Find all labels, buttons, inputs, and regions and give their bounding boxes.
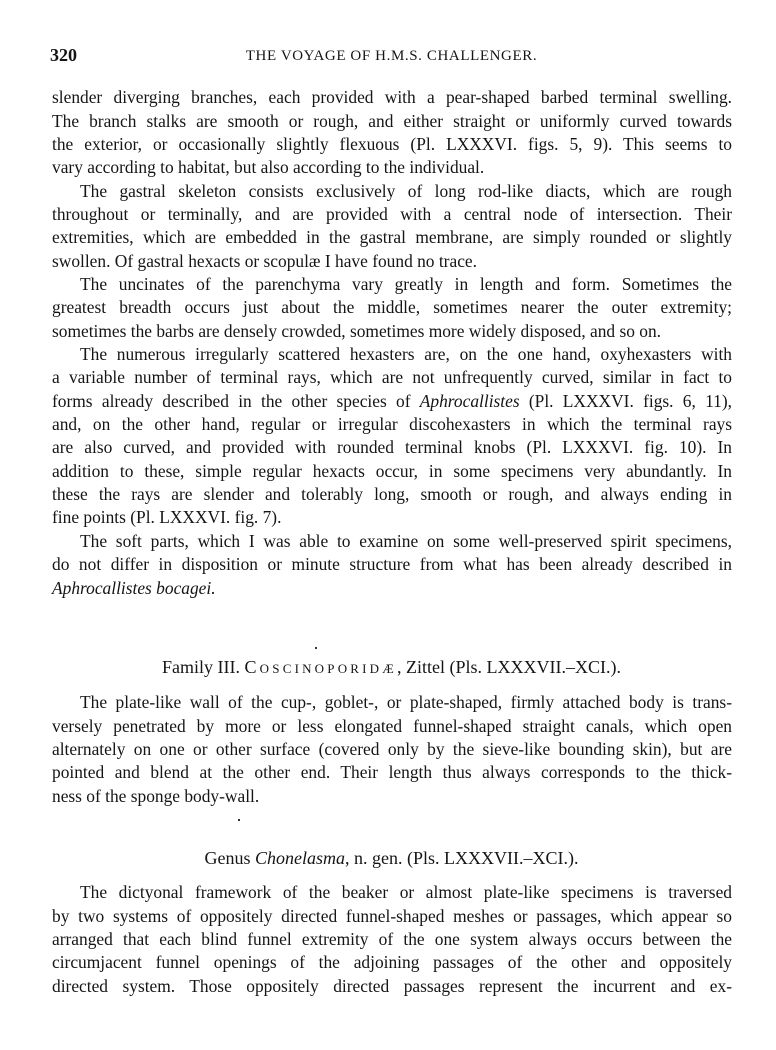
text-line — [52, 343, 732, 366]
text-line — [52, 460, 732, 483]
text-line — [52, 738, 732, 761]
text-segment: (Pl. LXXXVI. figs. 6, 11), — [519, 390, 732, 411]
section-aphrocallistes-text — [52, 86, 732, 600]
text-line — [52, 785, 732, 808]
text-segment: and, on the other hand, regular or irregular discohexasters in which the terminal rays — [52, 414, 732, 435]
text-segment: sometimes the barbs are densely crowded, sometimes more widely disposed, and so on. — [52, 320, 662, 341]
section-family-text — [52, 691, 732, 808]
text-line — [52, 110, 732, 133]
text-segment: directed system. Those oppositely directed passages represent the incurrent and ex- — [52, 975, 732, 996]
family-name: Coscinoporidæ — [244, 657, 398, 677]
text-line — [52, 553, 732, 576]
text-line — [52, 203, 732, 226]
text-line — [52, 715, 732, 738]
text-line — [52, 577, 732, 600]
paragraph — [52, 881, 732, 998]
genus-heading-suffix: , n. gen. (Pls. LXXXVII.–XCI.). — [345, 848, 579, 868]
text-segment: ness of the sponge body-wall. — [52, 785, 260, 806]
paragraph — [52, 86, 732, 179]
text-segment: arranged that each blind funnel extremity of the one system always occurs between the — [52, 928, 732, 949]
family-heading-prefix: Family III. — [161, 657, 245, 677]
text-line — [52, 436, 732, 459]
text-segment: slender diverging branches, each provided with a pear-shaped barbed terminal swelling. — [52, 87, 732, 108]
text-segment: pointed and blend at the other end. Their length thus always corresponds to the thick- — [52, 762, 732, 783]
text-line — [52, 86, 732, 109]
print-speck — [238, 819, 240, 821]
text-line — [52, 951, 732, 974]
text-line — [52, 905, 732, 928]
text-line — [52, 320, 732, 343]
text-segment: these the rays are slender and tolerably long, smooth or rough, and always ending in — [52, 484, 732, 505]
section-genus-text — [52, 881, 732, 998]
text-line — [52, 180, 732, 203]
text-line — [52, 413, 732, 436]
print-speck — [315, 647, 317, 649]
text-segment: addition to these, simple regular hexacts occur, in some specimens very abundantly. In — [52, 460, 732, 481]
paragraph — [52, 691, 732, 808]
text-segment: do not differ in disposition or minute structure from what has been already described in — [52, 554, 732, 575]
text-segment: the exterior, or occasionally slightly flexuous (Pl. LXXXVI. figs. 5, 9). This seems to — [52, 133, 732, 154]
text-segment: swollen. Of gastral hexacts or scopulæ I have found no trace. — [52, 250, 477, 271]
text-line — [52, 928, 732, 951]
text-line — [52, 366, 732, 389]
text-segment: The dictyonal framework of the beaker or almost plate-like specimens is traversed — [80, 882, 732, 903]
text-segment: The plate-like wall of the cup-, goblet-, or plate-shaped, firmly attached body is trans- — [80, 692, 732, 713]
text-line — [52, 250, 732, 273]
text-segment: The numerous irregularly scattered hexasters are, on the one hand, oxyhexasters with — [80, 344, 732, 365]
text-line — [52, 881, 732, 904]
text-segment: The branch stalks are smooth or rough, and either straight or uniformly curved towards — [52, 110, 732, 131]
text-segment: throughout or terminally, and are provided with a central node of intersection. Their — [52, 204, 732, 225]
text-segment: circumjacent funnel openings of the adjoining passages of the other and oppositely — [52, 952, 732, 973]
text-segment: The uncinates of the parenchyma vary greatly in length and form. Sometimes the — [80, 274, 732, 295]
text-segment: are also curved, and provided with rounded terminal knobs (Pl. LXXXVI. fig. 10). In — [52, 437, 732, 458]
genus-heading-prefix: Genus — [204, 848, 255, 868]
family-heading — [0, 655, 776, 679]
text-segment: forms already described in the other species of — [52, 390, 420, 411]
text-segment: alternately on one or other surface (covered only by the sieve-like bounding skin), but are — [52, 738, 732, 759]
text-segment: versely penetrated by more or less elongated funnel-shaped straight canals, which open — [52, 715, 732, 736]
family-heading-suffix: , Zittel (Pls. LXXXVII.–XCI.). — [397, 657, 622, 677]
genus-name: Chonelasma — [255, 848, 345, 868]
text-segment: The soft parts, which I was able to examine on some well-preserved spirit specimens, — [80, 530, 732, 551]
text-line — [52, 975, 732, 998]
text-line — [52, 296, 732, 319]
text-segment: The gastral skeleton consists exclusively of long rod-like diacts, which are rough — [80, 180, 732, 201]
paragraph — [52, 343, 732, 530]
text-segment: a variable number of terminal rays, which are not unfrequently curved, similar in fact to — [52, 367, 732, 388]
paragraph — [52, 273, 732, 343]
paragraph — [52, 530, 732, 600]
text-line — [52, 273, 732, 296]
genus-heading — [0, 846, 776, 870]
paragraph — [52, 180, 732, 273]
italic-taxon-name: Aphrocallistes — [419, 390, 520, 411]
text-line — [52, 156, 732, 179]
running-title: THE VOYAGE OF H.M.S. CHALLENGER. — [245, 48, 538, 64]
text-line — [52, 761, 732, 784]
italic-taxon-name: Aphrocallistes bocagei. — [52, 577, 216, 598]
text-line — [52, 506, 732, 529]
text-line — [52, 133, 732, 156]
text-line — [52, 390, 732, 413]
text-segment: by two systems of oppositely directed funnel-shaped meshes or passages, which appear so — [52, 905, 732, 926]
page-number: 320 — [50, 45, 77, 65]
text-line — [52, 691, 732, 714]
text-segment: extremities, which are embedded in the gastral membrane, are simply rounded or slightly — [52, 227, 732, 248]
text-line — [52, 483, 732, 506]
text-line — [52, 530, 732, 553]
text-segment: greatest breadth occurs just about the middle, sometimes nearer the outer extremity; — [52, 297, 732, 318]
text-segment: fine points (Pl. LXXXVI. fig. 7). — [52, 507, 282, 528]
text-line — [52, 226, 732, 249]
text-segment: vary according to habitat, but also according to the individual. — [52, 157, 485, 178]
